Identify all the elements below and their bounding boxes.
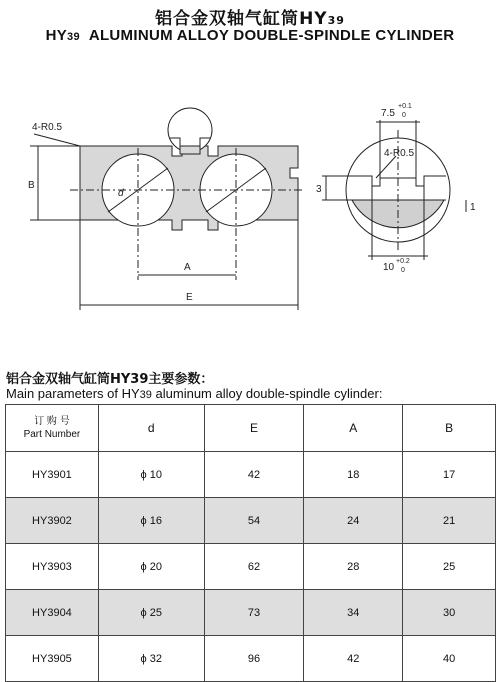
params-title-en: Main parameters of HY39 aluminum alloy double-spindle cylinder: xyxy=(6,386,383,401)
header-d: d xyxy=(98,405,204,452)
cell-part: HY3904 xyxy=(6,590,99,636)
label-A: A xyxy=(184,262,191,273)
cell-A: 28 xyxy=(304,544,403,590)
cell-part: HY3905 xyxy=(6,636,99,682)
params-title-cn: 铝合金双轴气缸筒HY39主要参数： xyxy=(6,372,214,387)
title-chinese: 铝合金双轴气缸筒HY39 xyxy=(155,9,345,29)
header-E: E xyxy=(204,405,304,452)
cell-B: 25 xyxy=(403,544,496,590)
header-part-number: 订 购 号 Part Number xyxy=(6,405,99,452)
cell-A: 24 xyxy=(304,498,403,544)
label-75: 7.5 xyxy=(381,108,395,119)
cell-A: 42 xyxy=(304,636,403,682)
technical-drawing xyxy=(0,90,500,330)
label-1: 1 xyxy=(470,202,476,213)
svg-text:0: 0 xyxy=(401,267,405,274)
front-view xyxy=(30,108,305,310)
header-A: A xyxy=(304,405,403,452)
title-english: HY39 ALUMINUM ALLOY DOUBLE-SPINDLE CYLINDER xyxy=(45,27,455,44)
label-B: B xyxy=(28,180,35,191)
cell-E: 42 xyxy=(204,452,304,498)
cell-d: ϕ 32 xyxy=(98,636,204,682)
cell-A: 18 xyxy=(304,452,403,498)
cell-E: 62 xyxy=(204,544,304,590)
label-4r05-left: 4-R0.5 xyxy=(32,122,63,133)
cell-part: HY3902 xyxy=(6,498,99,544)
cell-d: ϕ 25 xyxy=(98,590,204,636)
cell-E: 73 xyxy=(204,590,304,636)
leader-r05-left xyxy=(34,134,80,146)
cell-B: 17 xyxy=(403,452,496,498)
table-header-row xyxy=(6,405,496,452)
cell-part: HY3901 xyxy=(6,452,99,498)
cell-E: 54 xyxy=(204,498,304,544)
table-row xyxy=(6,452,496,498)
cell-E: 96 xyxy=(204,636,304,682)
cell-B: 40 xyxy=(403,636,496,682)
label-10: 10 xyxy=(383,262,395,273)
table-row xyxy=(6,498,496,544)
label-4r05-right: 4-R0.5 xyxy=(384,148,415,159)
table-row xyxy=(6,544,496,590)
cell-B: 21 xyxy=(403,498,496,544)
cell-d: ϕ 10 xyxy=(98,452,204,498)
svg-text:+0.2: +0.2 xyxy=(396,258,410,265)
svg-text:0: 0 xyxy=(402,112,406,119)
table-row xyxy=(6,636,496,682)
label-3: 3 xyxy=(316,184,322,195)
cell-B: 30 xyxy=(403,590,496,636)
section-view xyxy=(322,120,466,260)
cell-A: 34 xyxy=(304,590,403,636)
table-row xyxy=(6,590,496,636)
cell-part: HY3903 xyxy=(6,544,99,590)
header-B: B xyxy=(403,405,496,452)
cell-d: ϕ 20 xyxy=(98,544,204,590)
label-d: d xyxy=(118,188,124,199)
svg-text:+0.1: +0.1 xyxy=(398,103,412,110)
label-E: E xyxy=(186,292,193,303)
detail-circle xyxy=(168,108,212,152)
cell-d: ϕ 16 xyxy=(98,498,204,544)
parameter-table xyxy=(5,404,496,682)
